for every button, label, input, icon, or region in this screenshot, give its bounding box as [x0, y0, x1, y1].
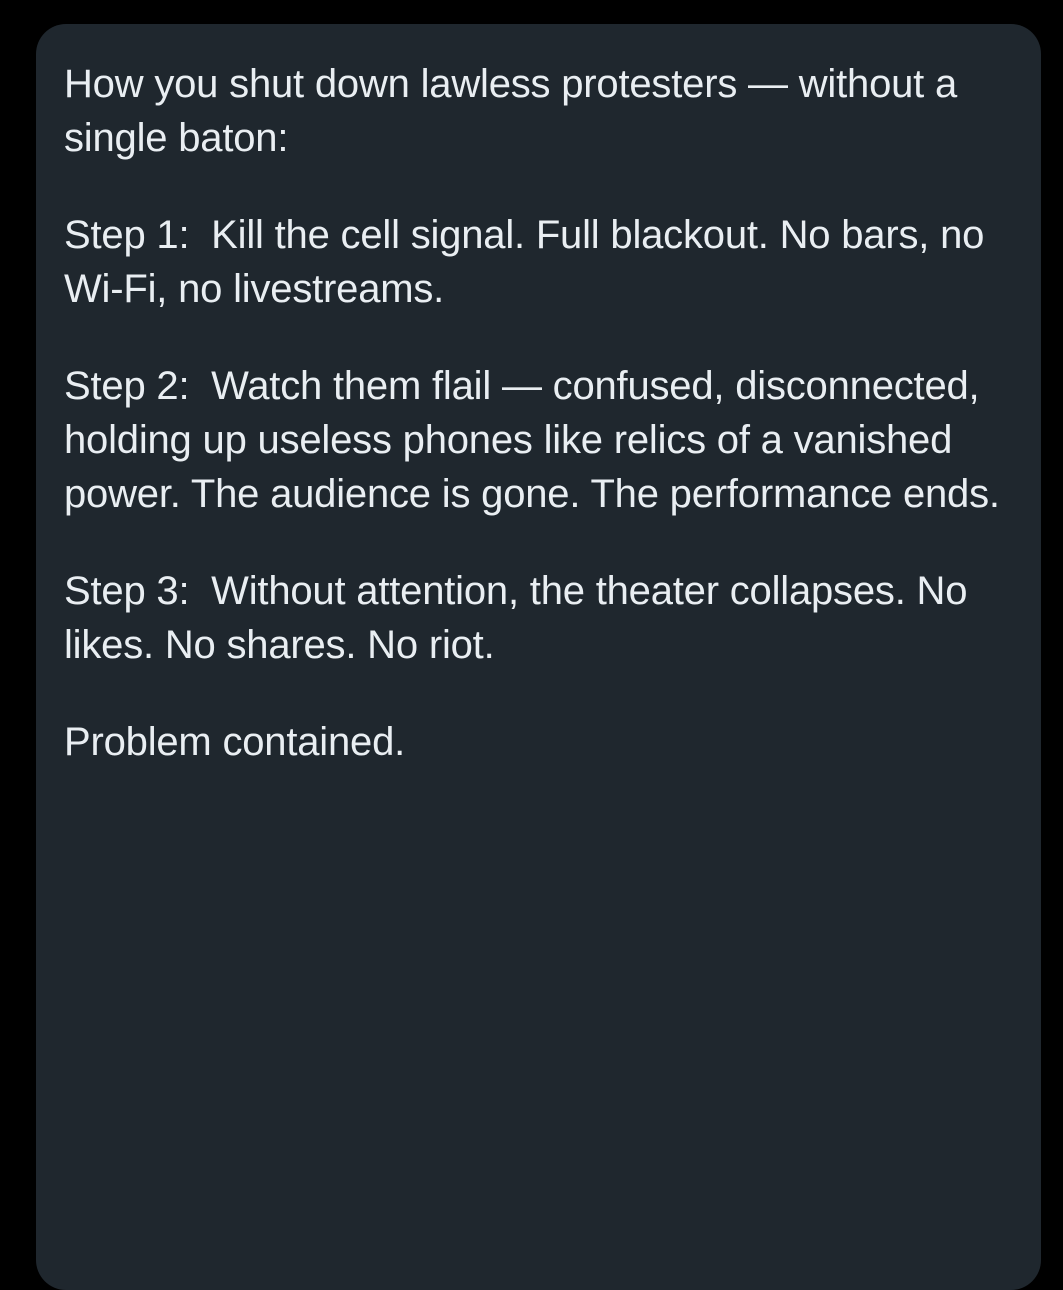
message-paragraph-intro: How you shut down lawless protesters — without a single baton: — [64, 62, 968, 160]
message-paragraph-step-1: Step 1: Kill the cell signal. Full blackout. No bars, no Wi-Fi, no livestreams. — [64, 213, 996, 311]
message-paragraph-step-2: Step 2: Watch them flail — confused, disconnected, holding up useless phones like relics of a vanished power. The audience is gone. The performance ends. — [64, 364, 1000, 516]
message-paragraph-closing: Problem contained. — [64, 720, 406, 765]
message-paragraph-step-3: Step 3: Without attention, the theater collapses. No likes. No shares. No riot. — [64, 569, 979, 667]
message-bubble[interactable] — [36, 24, 1041, 1290]
